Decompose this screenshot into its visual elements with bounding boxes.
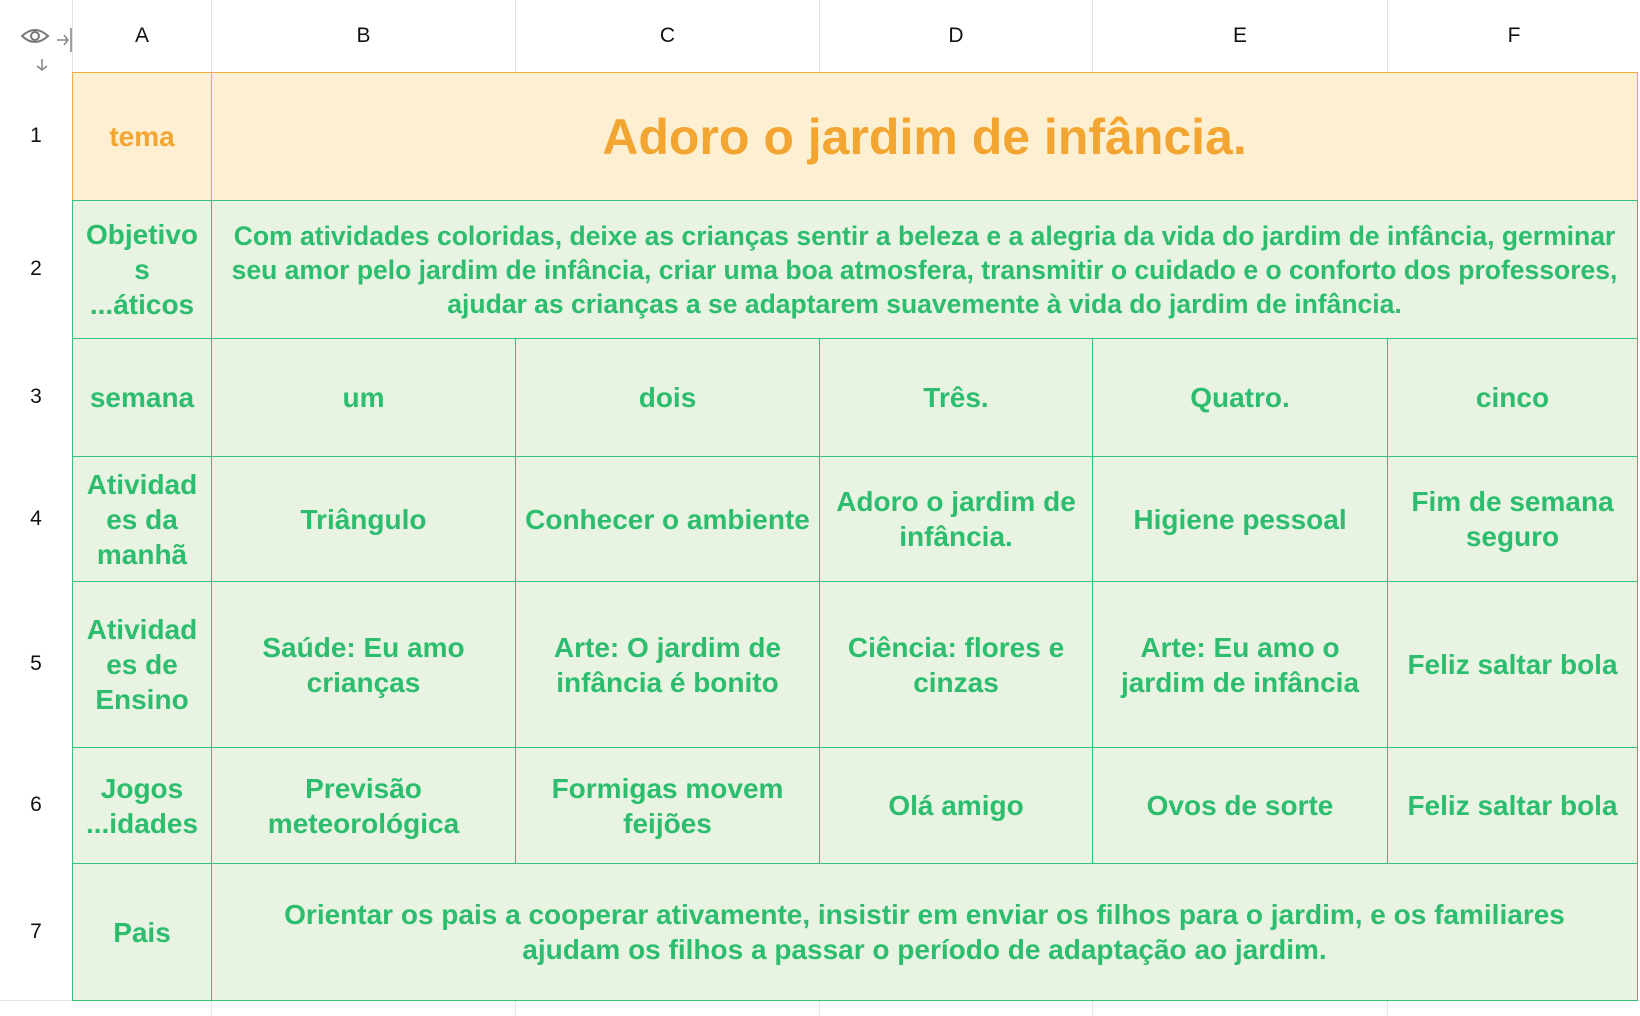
- cell-d4[interactable]: Adoro o jardim de infância.: [819, 456, 1093, 582]
- grid-line: [1092, 1000, 1093, 1016]
- column-header-f[interactable]: F: [1387, 0, 1640, 72]
- cell-d3[interactable]: Três.: [819, 338, 1093, 457]
- cell-a1-theme-label[interactable]: tema: [72, 72, 212, 201]
- column-header-d[interactable]: D: [819, 0, 1092, 72]
- cell-a3-week-label[interactable]: semana: [72, 338, 212, 457]
- cell-f3[interactable]: cinco: [1387, 338, 1638, 457]
- cell-f4[interactable]: Fim de semana seguro: [1387, 456, 1638, 582]
- column-header-b[interactable]: B: [211, 0, 515, 72]
- column-header-c[interactable]: C: [515, 0, 819, 72]
- cell-e5[interactable]: Arte: Eu amo o jardim de infância: [1092, 581, 1388, 748]
- grid-line: [515, 1000, 516, 1016]
- cell-a6-games-label[interactable]: Jogos ...idades: [72, 747, 212, 864]
- row-header-4[interactable]: 4: [0, 456, 72, 581]
- row-divider: [0, 1000, 72, 1001]
- cell-f5[interactable]: Feliz saltar bola: [1387, 581, 1638, 748]
- row-header-3[interactable]: 3: [0, 338, 72, 456]
- sheet-corner: [0, 0, 72, 72]
- cell-c6[interactable]: Formigas movem feijões: [515, 747, 820, 864]
- cell-b7-parents-text[interactable]: Orientar os pais a cooperar ativamente, insistir em enviar os filhos para o jardim, e os familiares ajudam os filhos a passar o período de adaptação ao jardim.: [211, 863, 1638, 1001]
- eye-icon[interactable]: [20, 26, 50, 46]
- cell-e6[interactable]: Ovos de sorte: [1092, 747, 1388, 864]
- grid-line: [819, 1000, 820, 1016]
- cell-a7-parents-label[interactable]: Pais: [72, 863, 212, 1001]
- cell-f6[interactable]: Feliz saltar bola: [1387, 747, 1638, 864]
- cell-a2-objectives-label[interactable]: Objetivo s ...áticos: [72, 200, 212, 339]
- cell-b1-theme-title[interactable]: Adoro o jardim de infância.: [211, 72, 1638, 201]
- row-header-5[interactable]: 5: [0, 581, 72, 747]
- row-header-6[interactable]: 6: [0, 747, 72, 863]
- column-header-a[interactable]: A: [72, 0, 211, 72]
- cell-b4[interactable]: Triângulo: [211, 456, 516, 582]
- cell-e4[interactable]: Higiene pessoal: [1092, 456, 1388, 582]
- cell-c3[interactable]: dois: [515, 338, 820, 457]
- row-header-1[interactable]: 1: [0, 72, 72, 200]
- cell-d6[interactable]: Olá amigo: [819, 747, 1093, 864]
- row-header-2[interactable]: 2: [0, 200, 72, 338]
- cell-c4[interactable]: Conhecer o ambiente: [515, 456, 820, 582]
- cell-b6[interactable]: Previsão meteorológica: [211, 747, 516, 864]
- cell-a5-teaching-label[interactable]: Atividad es de Ensino: [72, 581, 212, 748]
- cell-e3[interactable]: Quatro.: [1092, 338, 1388, 457]
- grid-line: [1387, 1000, 1388, 1016]
- cell-a4-morning-label[interactable]: Atividad es da manhã: [72, 456, 212, 582]
- cell-b3[interactable]: um: [211, 338, 516, 457]
- cell-b5[interactable]: Saúde: Eu amo crianças: [211, 581, 516, 748]
- cell-c5[interactable]: Arte: O jardim de infância é bonito: [515, 581, 820, 748]
- row-header-7[interactable]: 7: [0, 863, 72, 1000]
- cell-d5[interactable]: Ciência: flores e cinzas: [819, 581, 1093, 748]
- column-header-e[interactable]: E: [1092, 0, 1387, 72]
- cell-b2-objectives-text[interactable]: Com atividades coloridas, deixe as crianças sentir a beleza e a alegria da vida do jardim de infância, germinar seu amor pelo jardim de infância, criar uma boa atmosfera, transmitir o cuidado e o conforto dos professores, ajudar as crianças a se adaptarem suavemente à vida do jardim de infância.: [211, 200, 1638, 339]
- grid-line: [211, 1000, 212, 1016]
